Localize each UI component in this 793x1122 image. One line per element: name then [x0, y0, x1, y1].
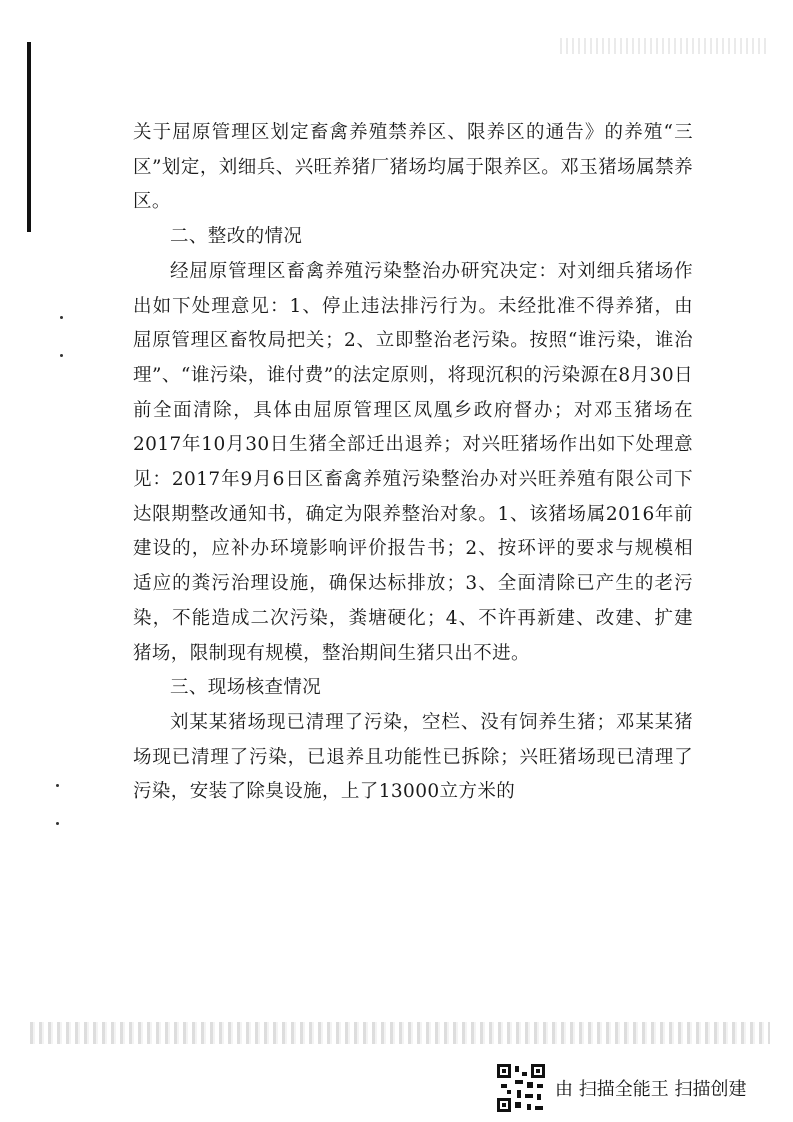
qr-code-icon: [497, 1064, 545, 1112]
scan-speck: [56, 822, 59, 825]
scan-speck: [60, 316, 63, 319]
paragraph-continuation: 关于屈原管理区划定畜禽养殖禁养区、限养区的通告》的养殖“三区”划定，刘细兵、兴旺养猪厂猪场均属于限养区。邓玉猪场属禁养区。: [133, 122, 693, 213]
scanner-watermark: [497, 1062, 746, 1114]
section-heading-rectification: 二、整改的情况: [170, 226, 303, 248]
paragraph-rectification: 经屈原管理区畜禽养殖污染整治办研究决定：对刘细兵猪场作出如下处理意见：1、停止违法排污行为。未经批准不得养猪，由屈原管理区畜牧局把关；2、立即整治老污染。按照“谁污染，谁治理”、“谁污染，谁付费”的法定原则，将现沉积的污染源在8月30日前全面清除，具体由屈原管理区凤凰乡政府督办；对邓玉猪场在2017年10月30日生猪全部迁出退养；对兴旺猪场作出如下处理意见：2017年9月6日区畜禽养殖污染整治办对兴旺养殖有限公司下达限期整改通知书，确定为限养整治对象。1、该猪场属2016年前建设的，应补办环境影响评价报告书；2、按环评的要求与规模相适应的粪污治理设施，确保达标排放；3、全面清除已产生的老污染，不能造成二次污染，粪塘硬化；4、不许再新建、改建、扩建猪场，限制现有规模，整治期间生猪只出不进。: [133, 260, 693, 664]
scan-noise-top: [560, 38, 770, 54]
scan-speck: [60, 354, 63, 357]
scan-edge-mark: [27, 42, 31, 232]
scan-noise-bottom: [30, 1022, 770, 1044]
paragraph-inspection: 刘某某猪场现已清理了污染，空栏、没有饲养生猪；邓某某猪场现已清理了污染，已退养且功能性已拆除；兴旺猪场现已清理了污染，安装了除臭设施，上了13000立方米的: [133, 711, 693, 803]
document-body: [133, 116, 693, 810]
scanner-watermark-text: 由 扫描全能王 扫描创建: [555, 1079, 747, 1100]
section-heading-inspection: 三、现场核查情况: [170, 677, 322, 699]
scan-speck: [56, 784, 59, 787]
